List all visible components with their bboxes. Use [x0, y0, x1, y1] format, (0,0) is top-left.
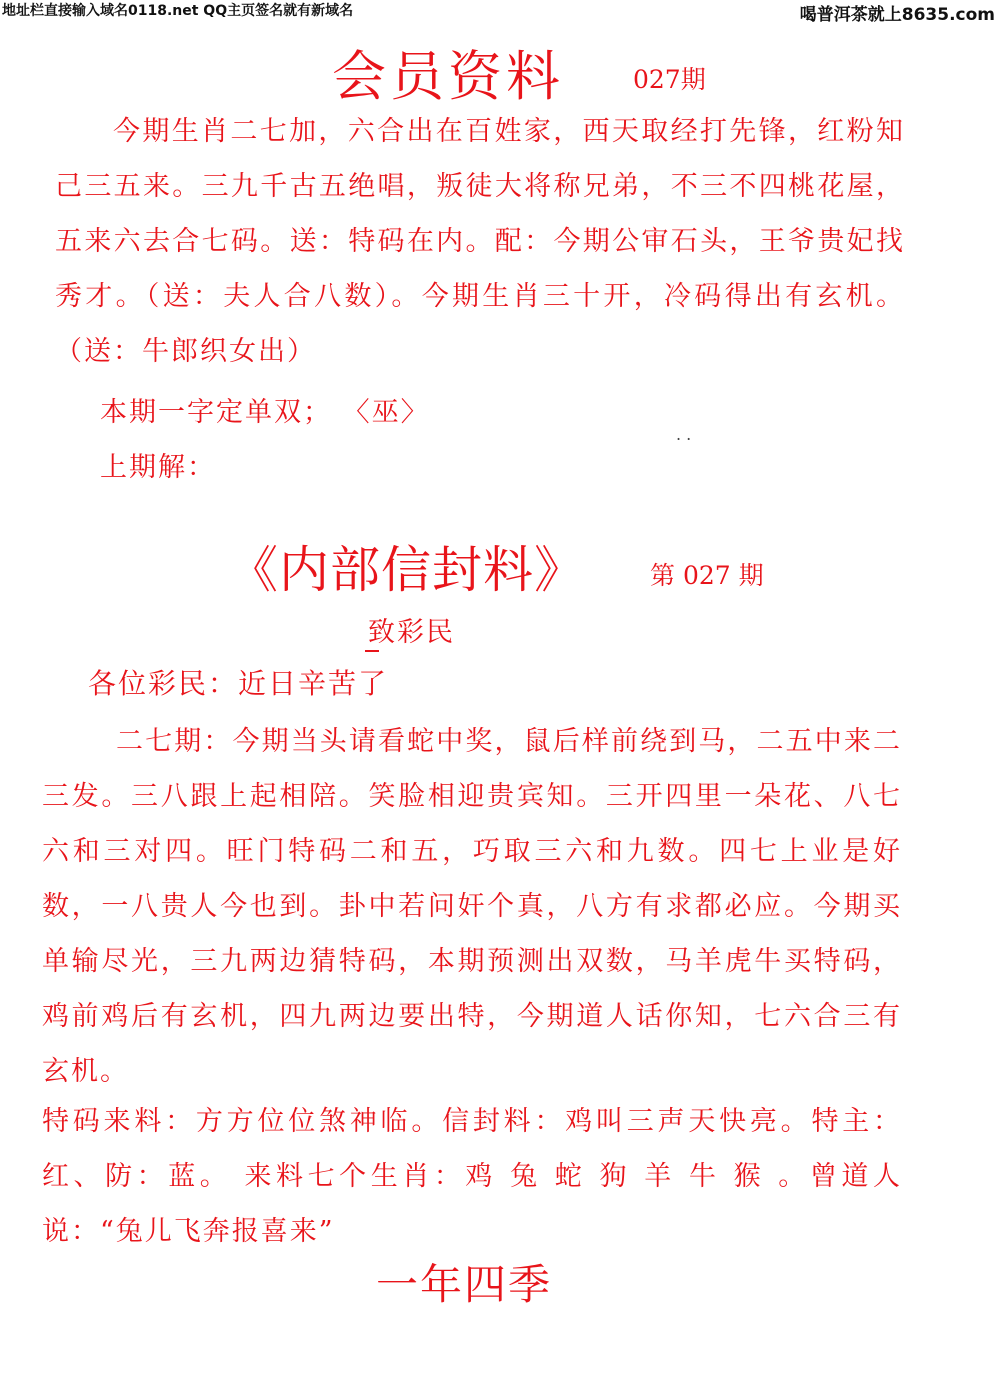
envelope-title: 《内部信封料》 — [228, 541, 585, 599]
member-info-paragraph: 今期生肖二七加，六合出在百姓家，西天取经打先锋，红粉知己三五来。三九千古五绝唱，叛徒大将称兄弟，不三不四桃花屋，五来六去合七码。送：特码在内。配：今期公审石头，王爷贵妃找秀才。（送：夫人合八数）。今期生肖三十开，冷码得出有玄机。（送：牛郎织女出） — [55, 116, 905, 367]
previous-solution-line: 上期解： — [100, 452, 216, 483]
header-right-text: 喝普洱茶就上8635.com — [799, 5, 995, 25]
member-info-title: 会员资料 — [332, 45, 564, 108]
greeting-line: 各位彩民：近日辛苦了 — [88, 667, 389, 700]
envelope-paragraph: 二七期：今期当头请看蛇中奖，鼠后样前绕到马，二五中来二三发。三八跟上起相陪。笑脸相迎贵宾知。三开四里一朵花、八七六和三对四。旺门特码二和五，巧取三六和九数。四七上业是好数，一八贵人今也到。卦中若问奸个真，八方有求都必应。今期买单输尽光，三九两边猜特码，本期预测出双数，马羊虎牛买特码，鸡前鸡后有玄机，四九两边要出特，今期道人话你知，七六合三有玄机。 — [42, 726, 902, 1087]
single-double-line: 本期一字定单双； 〈巫〉 — [100, 397, 430, 428]
member-info-issue: 027期 — [633, 65, 706, 94]
envelope-subtitle: 致彩民 — [368, 617, 455, 648]
header-left-text: 地址栏直接输入域名0118.net QQ主页签名就有新域名 — [2, 3, 354, 19]
stray-dots: . . — [676, 425, 692, 444]
four-seasons-title: 一年四季 — [376, 1260, 553, 1309]
special-code-paragraph: 特码来料：方方位位煞神临。信封料：鸡叫三声天快亮。特主：红、防：蓝。 来料七个生肖：鸡 兔 蛇 狗 羊 牛 猴 。曾道人说：“兔儿飞奔报喜来” — [42, 1106, 902, 1247]
dash-mark — [365, 650, 379, 652]
envelope-issue: 第 027 期 — [650, 561, 764, 590]
